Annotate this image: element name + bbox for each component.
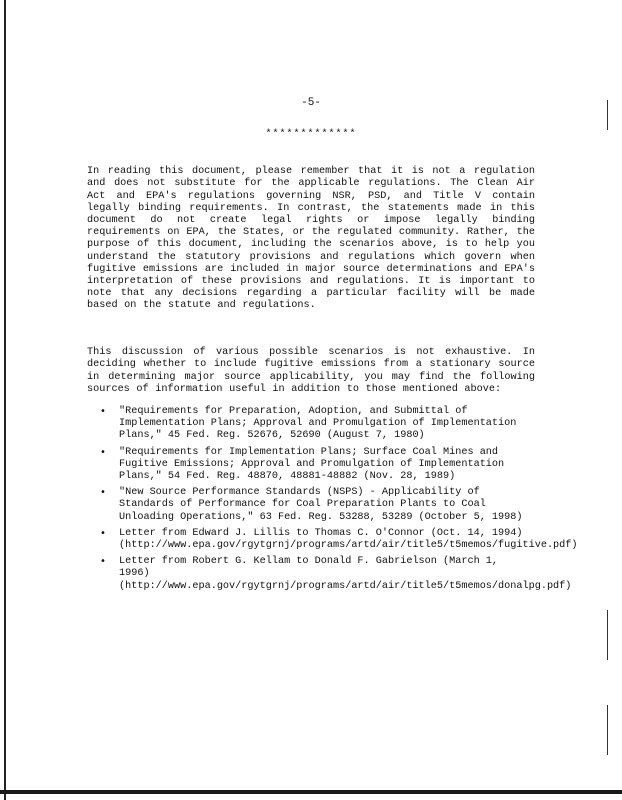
page-number: -5- xyxy=(301,97,321,109)
scan-right-mark xyxy=(607,610,608,660)
scan-right-mark xyxy=(607,705,608,755)
list-item: • "New Source Performance Standards (NSPS) - Applicability of Standards of Performance for Coal Preparation Plants to Coal Unloading Operations," 63 Fed. Reg. 53288, 53289 (October 5, 1998) xyxy=(100,487,530,524)
list-item: • Letter from Robert G. Kellam to Donald F. Gabrielson (March 1, 1996) (http://www.epa.gov/rgytgrnj/programs/artd/air/title5/t5memos/donalpg.pdf) xyxy=(100,556,530,593)
reference-list xyxy=(100,406,578,597)
scan-left-edge xyxy=(4,0,6,800)
section-divider: ************* xyxy=(265,129,357,140)
paragraph-sources-intro: This discussion of various possible scenarios is not exhaustive. In deciding whether to include fugitive emissions from a stationary source in determining major source applicability, you may find the following sources of information useful in addition to those mentioned above: xyxy=(87,347,535,395)
paragraph-disclaimer: In reading this document, please remember that it is not a regulation and does not substitute for the applicable regulations. The Clean Air Act and EPA's regulations governing NSR, PSD, and Title V contain legally binding requirements. In contrast, the statements made in this document do not create legal rights or impose legally binding requirements on EPA, the States, or the regulated community. Rather, the purpose of this document, including the scenarios above, is to help you understand the statutory provisions and regulations which govern when fugitive emissions are included in major source determinations and EPA's interpretation of these provisions and regulations. It is important to note that any decisions regarding a particular facility will be made based on the statute and regulations. xyxy=(87,166,535,312)
list-item: • "Requirements for Implementation Plans; Surface Coal Mines and Fugitive Emissions; Approval and Promulgation of Implementation Plans," 54 Fed. Reg. 48870, 48881-48882 (Nov. 28, 1989) xyxy=(100,447,530,484)
list-item: • "Requirements for Preparation, Adoption, and Submittal of Implementation Plans; Approval and Promulgation of Implementation Plans," 45 Fed. Reg. 52676, 52690 (August 7, 1980) xyxy=(100,406,530,443)
scan-bottom-edge xyxy=(0,790,622,794)
list-item: • Letter from Edward J. Lillis to Thomas C. O'Connor (Oct. 14, 1994) (http://www.epa.gov/rgytgrnj/programs/artd/air/title5/t5memos/fugitive.pdf) xyxy=(100,528,530,552)
